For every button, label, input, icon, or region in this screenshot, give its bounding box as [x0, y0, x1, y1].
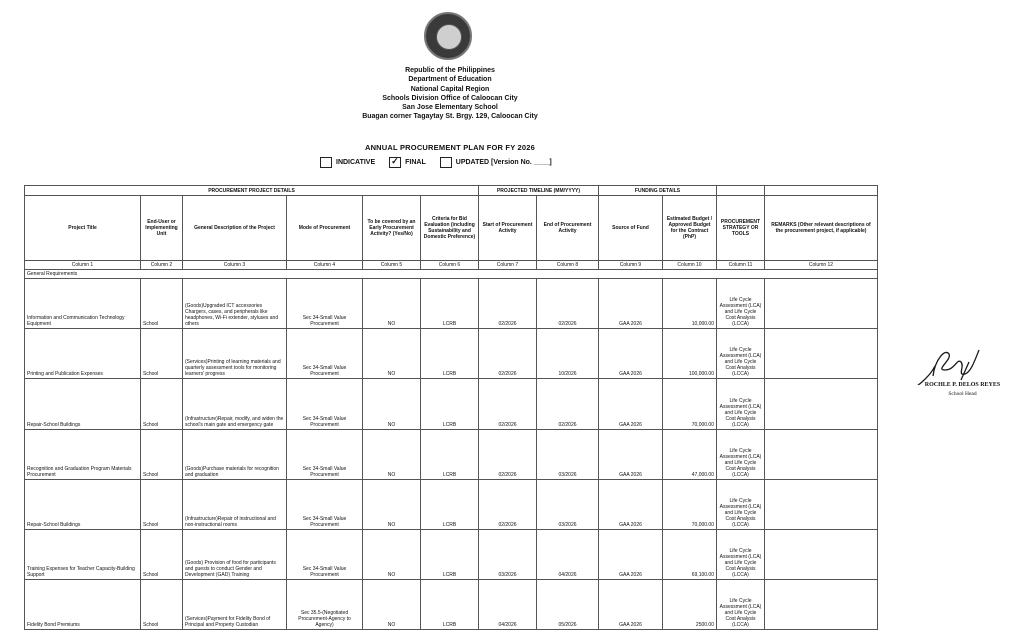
end-date-cell: 04/2026 [537, 529, 599, 579]
start-date-cell: 02/2026 [479, 429, 537, 479]
budget-cell: 70,000.00 [663, 479, 717, 529]
project-title-cell: Fidelity Bond Premiums [25, 579, 141, 629]
project-title-cell: Recognition and Graduation Program Materials Procurement [25, 429, 141, 479]
description-cell: (Infrastructure)Repair, modify, and widen the school's main gate and emergency gate [183, 379, 287, 429]
header-end: End of Procurement Activity [537, 196, 599, 261]
plan-type-options [320, 157, 566, 168]
group-blank [717, 186, 765, 196]
header-description: General Description of the Project [183, 196, 287, 261]
start-date-cell: 02/2026 [479, 479, 537, 529]
source-fund-cell: GAA 2026 [599, 429, 663, 479]
criteria-cell: LCRB [421, 579, 479, 629]
budget-cell: 69,100.00 [663, 529, 717, 579]
description-cell: (Goods) Provision of food for participants and guests to conduct Gender and Development (GAD) Training [183, 529, 287, 579]
end-user-cell: School [141, 379, 183, 429]
remarks-cell [765, 429, 878, 479]
group-blank [765, 186, 878, 196]
budget-cell: 70,000.00 [663, 379, 717, 429]
header-end-user: End-User or Implementing Unit [141, 196, 183, 261]
source-fund-cell: GAA 2026 [599, 579, 663, 629]
project-title-cell: Information and Communication Technology Equipment [25, 279, 141, 329]
strategy-cell: Life Cycle Assessment (LCA) and Life Cycle Cost Analysis (LCCA) [717, 379, 765, 429]
early-procurement-cell: NO [363, 479, 421, 529]
mode-cell: Sec 34-Small Value Procurement [287, 479, 363, 529]
early-procurement-cell: NO [363, 329, 421, 379]
early-procurement-cell: NO [363, 579, 421, 629]
remarks-cell [765, 529, 878, 579]
project-title-cell: Training Expenses for Teacher Capacity-Building Support [25, 529, 141, 579]
column-number: Column 8 [537, 261, 599, 270]
group-timeline: PROJECTED TIMELINE (MM/YYYY) [479, 186, 599, 196]
table-row [25, 379, 878, 429]
start-date-cell: 02/2026 [479, 279, 537, 329]
header-budget: Estimated Budget / Approved Budget for the Contract (PhP) [663, 196, 717, 261]
column-number: Column 10 [663, 261, 717, 270]
header-mode: Mode of Procurement [287, 196, 363, 261]
table-row [25, 429, 878, 479]
header-line: Department of Education [408, 76, 492, 84]
remarks-cell [765, 279, 878, 329]
table-row [25, 529, 878, 579]
strategy-cell: Life Cycle Assessment (LCA) and Life Cycle Cost Analysis (LCCA) [717, 479, 765, 529]
mode-cell: Sec 34-Small Value Procurement [287, 329, 363, 379]
criteria-cell: LCRB [421, 529, 479, 579]
end-user-cell: School [141, 529, 183, 579]
description-cell: (Services)Payment for Fidelity Bond of Principal and Property Custodian [183, 579, 287, 629]
budget-cell: 47,000.00 [663, 429, 717, 479]
project-title-cell: Repair-School Buildings [25, 479, 141, 529]
criteria-cell: LCRB [421, 329, 479, 379]
end-user-cell: School [141, 279, 183, 329]
description-cell: (Infrastructure)Repair of instructional and non-instructional rooms [183, 479, 287, 529]
final-label: FINAL [405, 159, 426, 166]
column-number: Column 5 [363, 261, 421, 270]
description-cell: (Goods)Upgraded ICT accessories Chargers, cases, and peripherals like headphones, Wi-Fi extender, styluses and others [183, 279, 287, 329]
signatory-name: ROCHLE P. DELOS REYES [924, 382, 1001, 388]
end-user-cell: School [141, 479, 183, 529]
indicative-checkbox[interactable] [320, 157, 332, 168]
table-row [25, 479, 878, 529]
header-line: National Capital Region [410, 85, 490, 93]
description-cell: (Goods)Purchase materials for recognition and graduation [183, 429, 287, 479]
start-date-cell: 04/2026 [479, 579, 537, 629]
remarks-cell [765, 379, 878, 429]
criteria-cell: LCRB [421, 429, 479, 479]
header-line: San Jose Elementary School [402, 104, 498, 112]
column-number: Column 6 [421, 261, 479, 270]
end-date-cell: 02/2026 [537, 279, 599, 329]
column-number: Column 9 [599, 261, 663, 270]
criteria-cell: LCRB [421, 379, 479, 429]
end-date-cell: 10/2026 [537, 329, 599, 379]
column-number: Column 11 [717, 261, 765, 270]
start-date-cell: 03/2026 [479, 529, 537, 579]
group-procurement-details: PROCUREMENT PROJECT DETAILS [25, 186, 479, 196]
header-strategy: PROCUREMENT STRATEGY OR TOOLS [717, 196, 765, 261]
deped-seal [424, 12, 472, 60]
source-fund-cell: GAA 2026 [599, 279, 663, 329]
mode-cell: Sec 34-Small Value Procurement [287, 429, 363, 479]
strategy-cell: Life Cycle Assessment (LCA) and Life Cycle Cost Analysis (LCCA) [717, 279, 765, 329]
end-user-cell: School [141, 329, 183, 379]
signatory-role: School Head [948, 391, 977, 397]
end-user-cell: School [141, 429, 183, 479]
column-number: Column 1 [25, 261, 141, 270]
mode-cell: Sec 34-Small Value Procurement [287, 279, 363, 329]
updated-checkbox[interactable] [440, 157, 452, 168]
final-checkbox[interactable] [389, 157, 401, 168]
header-criteria: Criteria for Bid Evaluation (including Sustainability and Domestic Preference) [421, 196, 479, 261]
header-line: Republic of the Philippines [405, 67, 495, 74]
column-number: Column 3 [183, 261, 287, 270]
description-cell: (Services)Printing of learning materials and quarterly assessment tools for monitoring learners' progress [183, 329, 287, 379]
project-title-cell: Repair-School Buildings [25, 379, 141, 429]
table-row [25, 329, 878, 379]
end-user-cell: School [141, 579, 183, 629]
header-project-title: Project Title [25, 196, 141, 261]
header-line: Buagan corner Tagaytay St. Brgy. 129, Caloocan City [362, 113, 538, 121]
column-number: Column 7 [479, 261, 537, 270]
option-final [389, 157, 426, 168]
section-heading: General Requirements [25, 270, 878, 279]
column-number: Column 2 [141, 261, 183, 270]
column-number: Column 12 [765, 261, 878, 270]
header-start: Start of Procurement Activity [479, 196, 537, 261]
remarks-cell [765, 579, 878, 629]
start-date-cell: 02/2026 [479, 379, 537, 429]
table-row [25, 579, 878, 629]
strategy-cell: Life Cycle Assessment (LCA) and Life Cycle Cost Analysis (LCCA) [717, 579, 765, 629]
strategy-cell: Life Cycle Assessment (LCA) and Life Cycle Cost Analysis (LCCA) [717, 329, 765, 379]
procurement-plan-table [24, 185, 878, 630]
strategy-cell: Life Cycle Assessment (LCA) and Life Cycle Cost Analysis (LCCA) [717, 529, 765, 579]
project-title-cell: Printing and Publication Expenses [25, 329, 141, 379]
source-fund-cell: GAA 2026 [599, 379, 663, 429]
end-date-cell: 03/2026 [537, 429, 599, 479]
remarks-cell [765, 329, 878, 379]
indicative-label: INDICATIVE [336, 159, 376, 166]
early-procurement-cell: NO [363, 429, 421, 479]
end-date-cell: 03/2026 [537, 479, 599, 529]
criteria-cell: LCRB [421, 279, 479, 329]
mode-cell: Sec 34-Small Value Procurement [287, 379, 363, 429]
header-remarks: REMARKS (Other relevant descriptions of the procurement project, if applicable) [765, 196, 878, 261]
plan-title: ANNUAL PROCUREMENT PLAN FOR FY 2026 [364, 143, 536, 152]
option-indicative [320, 157, 375, 168]
budget-cell: 10,000.00 [663, 279, 717, 329]
budget-cell: 100,000.00 [663, 329, 717, 379]
group-funding: FUNDING DETAILS [599, 186, 717, 196]
header-line: Schools Division Office of Caloocan City [382, 94, 518, 102]
header-source-fund: Source of Fund [599, 196, 663, 261]
remarks-cell [765, 479, 878, 529]
source-fund-cell: GAA 2026 [599, 479, 663, 529]
criteria-cell: LCRB [421, 479, 479, 529]
signature-block [905, 340, 1020, 422]
mode-cell: Sec 35.5-(Negotiated Procurement-Agency to Agency) [287, 579, 363, 629]
budget-cell: 2500.00 [663, 579, 717, 629]
signature-scribble-icon [905, 340, 1020, 385]
source-fund-cell: GAA 2026 [599, 529, 663, 579]
strategy-cell: Life Cycle Assessment (LCA) and Life Cycle Cost Analysis (LCCA) [717, 429, 765, 479]
early-procurement-cell: NO [363, 279, 421, 329]
header-early-procurement: To be covered by an Early Procurement Activity? (Yes/No) [363, 196, 421, 261]
document-header [0, 66, 900, 122]
column-number: Column 4 [287, 261, 363, 270]
source-fund-cell: GAA 2026 [599, 329, 663, 379]
early-procurement-cell: NO [363, 379, 421, 429]
table-row [25, 279, 878, 329]
mode-cell: Sec 34-Small Value Procurement [287, 529, 363, 579]
end-date-cell: 05/2026 [537, 579, 599, 629]
early-procurement-cell: NO [363, 529, 421, 579]
updated-label: UPDATED [Version No. ____] [455, 159, 552, 166]
option-updated [440, 157, 552, 168]
end-date-cell: 02/2026 [537, 379, 599, 429]
start-date-cell: 02/2026 [479, 329, 537, 379]
